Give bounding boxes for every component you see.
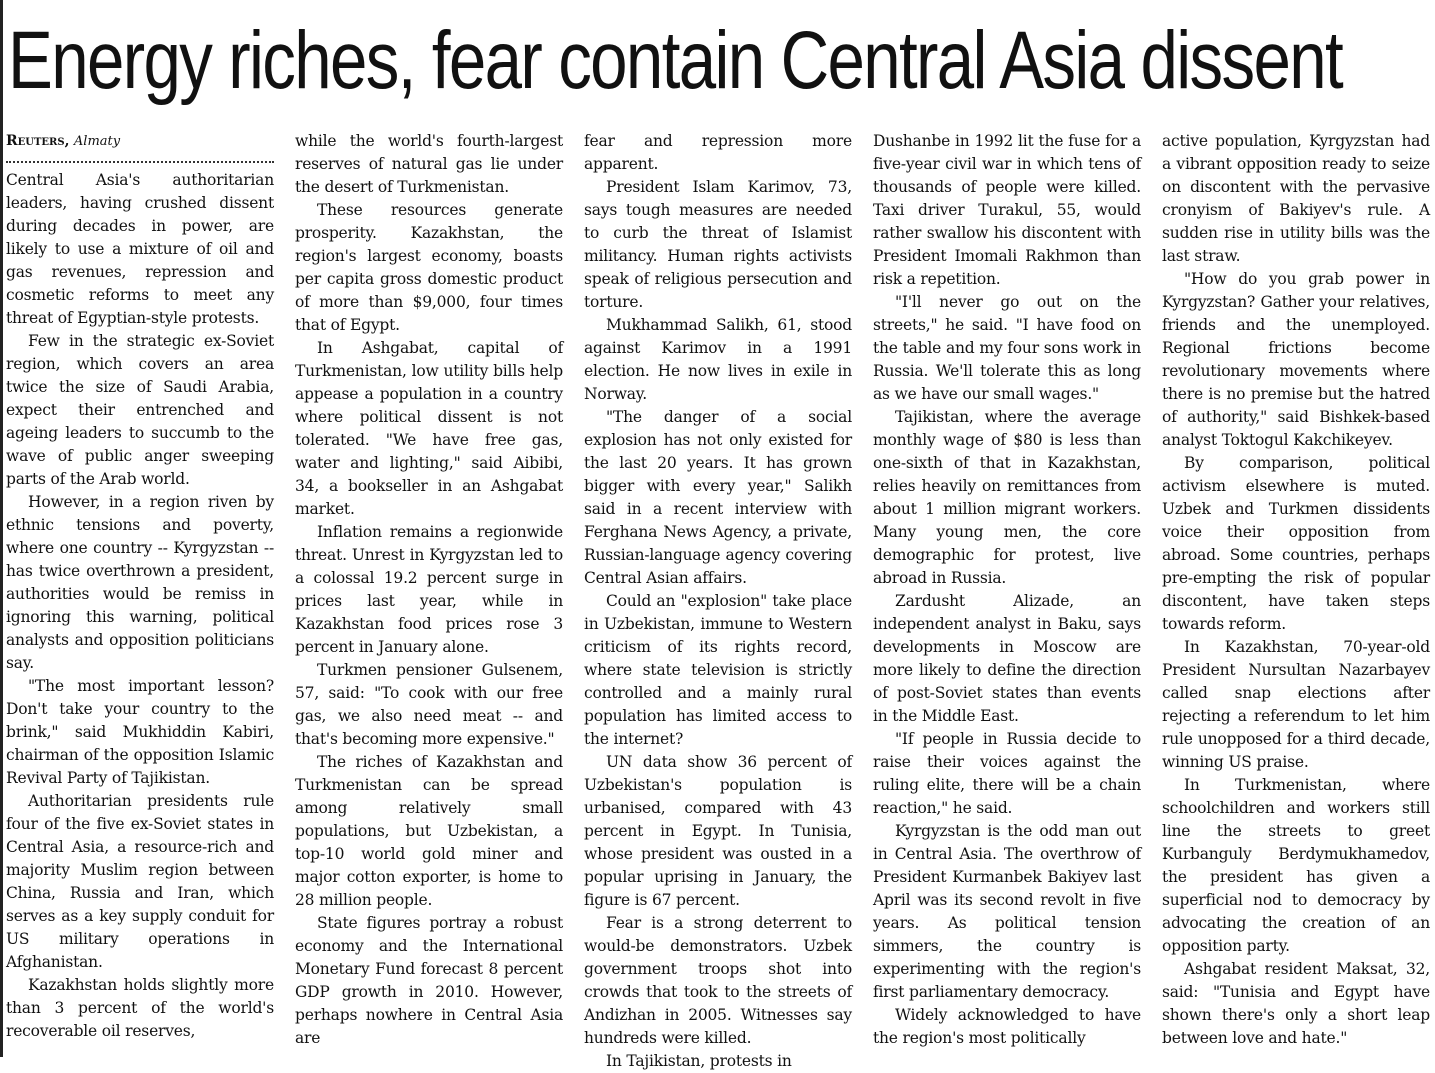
paragraph: Central Asia's authoritarian leaders, having crushed dissent during decades in power, are likely to use a mixture of oil and gas revenues, repression and cosmetic reforms to meet any threat of Egyptian-style protests.: [6, 171, 274, 327]
paragraph: By comparison, political activism elsewhere is muted. Uzbek and Turkmen dissidents voice their opposition from abroad. Some countries, perhaps pre-empting the risk of popular discontent, have taken steps towards reform.: [1162, 454, 1430, 633]
article-headline: Energy riches, fear contain Central Asia dissent: [8, 15, 1343, 106]
article-body: [6, 130, 1430, 1070]
paragraph: "How do you grab power in Kyrgyzstan? Gather your relatives, friends and the unemployed. Regional frictions become revolutionary movements where there is no premise but the hatred of authority," said Bishkek-based analyst Toktogul Kakchikeyev.: [1162, 270, 1430, 449]
paragraph: Fear is a strong deterrent to would-be demonstrators. Uzbek government troops shot into crowds that took to the streets of Andizhan in 2005. Witnesses say hundreds were killed.: [584, 914, 852, 1047]
paragraph: In Kazakhstan, 70-year-old President Nursultan Nazarbayev called snap elections after rejecting a referendum to let him rule unopposed for a third decade, winning US praise.: [1162, 638, 1430, 771]
paragraph: Zardusht Alizade, an independent analyst in Baku, says developments in Moscow are more likely to define the direction of post-Soviet states than events in the Middle East.: [873, 592, 1141, 725]
paragraph: State figures portray a robust economy and the International Monetary Fund forecast 8 percent GDP growth in 2010. However, perhaps nowhere in Central Asia are: [295, 914, 563, 1047]
paragraph: active population, Kyrgyzstan had a vibrant opposition ready to seize on discontent with the pervasive cronyism of Bakiyev's rule. A sudden rise in utility bills was the last straw.: [1162, 132, 1430, 265]
paragraph: Dushanbe in 1992 lit the fuse for a five-year civil war in which tens of thousands of people were killed. Taxi driver Turakul, 55, would rather swallow his discontent with President Imomali Rakhmon than risk a repetition.: [873, 132, 1141, 288]
paragraph: Turkmen pensioner Gulsenem, 57, said: "To cook with our free gas, we also need meat -- and that's becoming more expensive.": [295, 661, 563, 748]
paragraph: fear and repression more apparent.: [584, 132, 852, 173]
column-3: [584, 130, 852, 1070]
paragraph: Ashgabat resident Maksat, 32, said: "Tunisia and Egypt have shown there's only a short leap between love and hate.": [1162, 960, 1430, 1047]
page-edge-rule: [0, 0, 3, 1057]
paragraph: However, in a region riven by ethnic tensions and poverty, where one country -- Kyrgyzstan -- has twice overthrown a president, authorities would be remiss in ignoring this warning, political analysts and opposition politicians say.: [6, 493, 274, 672]
column-2: [295, 130, 563, 1057]
paragraph: Could an "explosion" take place in Uzbekistan, immune to Western criticism of its rights record, where state television is strictly controlled and a mainly rural population has limited access to the internet?: [584, 592, 852, 748]
column-4: [873, 130, 1141, 1057]
byline-dotted-rule: [6, 153, 274, 163]
paragraph: Kyrgyzstan is the odd man out in Central Asia. The overthrow of President Kurmanbek Bakiyev last April was its second revolt in five years. As political tension simmers, the country is experimenting with the region's first parliamentary democracy.: [873, 822, 1141, 1001]
paragraph: while the world's fourth-largest reserves of natural gas lie under the desert of Turkmenistan.: [295, 132, 563, 196]
paragraph: "The most important lesson? Don't take your country to the brink," said Mukhiddin Kabiri, chairman of the opposition Islamic Revival Party of Tajikistan.: [6, 677, 274, 787]
byline-agency: Reuters,: [6, 133, 70, 149]
paragraph: Authoritarian presidents rule four of the five ex-Soviet states in Central Asia, a resource-rich and majority Muslim region between China, Russia and Iran, which serves as a key supply conduit for US military operations in Afghanistan.: [6, 792, 274, 971]
column-5: [1162, 130, 1430, 1057]
column-1: [6, 130, 274, 1057]
paragraph: Widely acknowledged to have the region's most politically: [873, 1006, 1141, 1047]
paragraph: Kazakhstan holds slightly more than 3 percent of the world's recoverable oil reserves,: [6, 976, 274, 1040]
paragraph: UN data show 36 percent of Uzbekistan's population is urbanised, compared with 43 percent in Egypt. In Tunisia, whose president was ousted in a popular uprising in January, the figure is 67 percent.: [584, 753, 852, 909]
byline: [6, 130, 274, 153]
paragraph: Tajikistan, where the average monthly wage of $80 is less than one-sixth of that in Kazakhstan, relies heavily on remittances from about 1 million migrant workers. Many young men, the core demographic for protest, live abroad in Russia.: [873, 408, 1141, 587]
paragraph: Inflation remains a regionwide threat. Unrest in Kyrgyzstan led to a colossal 19.2 percent surge in prices last year, while in Kazakhstan food prices rose 3 percent in January alone.: [295, 523, 563, 656]
paragraph: Few in the strategic ex-Soviet region, which covers an area twice the size of Saudi Arabia, expect their entrenched and ageing leaders to succumb to the wave of public anger sweeping parts of the Arab world.: [6, 332, 274, 488]
paragraph: "If people in Russia decide to raise their voices against the ruling elite, there will be a chain reaction," he said.: [873, 730, 1141, 817]
paragraph: "The danger of a social explosion has not only existed for the last 20 years. It has grown bigger with every year," Salikh said in a recent interview with Ferghana News Agency, a private, Russian-language agency covering Central Asian affairs.: [584, 408, 852, 587]
paragraph: In Turkmenistan, where schoolchildren and workers still line the streets to greet Kurbanguly Berdymukhamedov, the president has given a superficial nod to democracy by advocating the creation of an opposition party.: [1162, 776, 1430, 955]
paragraph: In Tajikistan, protests in: [606, 1052, 792, 1070]
byline-place: Almaty: [73, 134, 121, 149]
paragraph: The riches of Kazakhstan and Turkmenistan can be spread among relatively small populations, but Uzbekistan, a top-10 world gold miner and major cotton exporter, is home to 28 million people.: [295, 753, 563, 909]
paragraph: In Ashgabat, capital of Turkmenistan, low utility bills help appease a population in a country where political dissent is not tolerated. "We have free gas, water and lighting," said Aibibi, 34, a bookseller in an Ashgabat market.: [295, 339, 563, 518]
paragraph: These resources generate prosperity. Kazakhstan, the region's largest economy, boasts per capita gross domestic product of more than $9,000, four times that of Egypt.: [295, 201, 563, 334]
paragraph: "I'll never go out on the streets," he said. "I have food on the table and my four sons work in Russia. We'll tolerate this as long as we have our small wages.": [873, 293, 1141, 403]
paragraph: President Islam Karimov, 73, says tough measures are needed to curb the threat of Islamist militancy. Human rights activists speak of religious persecution and torture.: [584, 178, 852, 311]
paragraph: Mukhammad Salikh, 61, stood against Karimov in a 1991 election. He now lives in exile in Norway.: [584, 316, 852, 403]
